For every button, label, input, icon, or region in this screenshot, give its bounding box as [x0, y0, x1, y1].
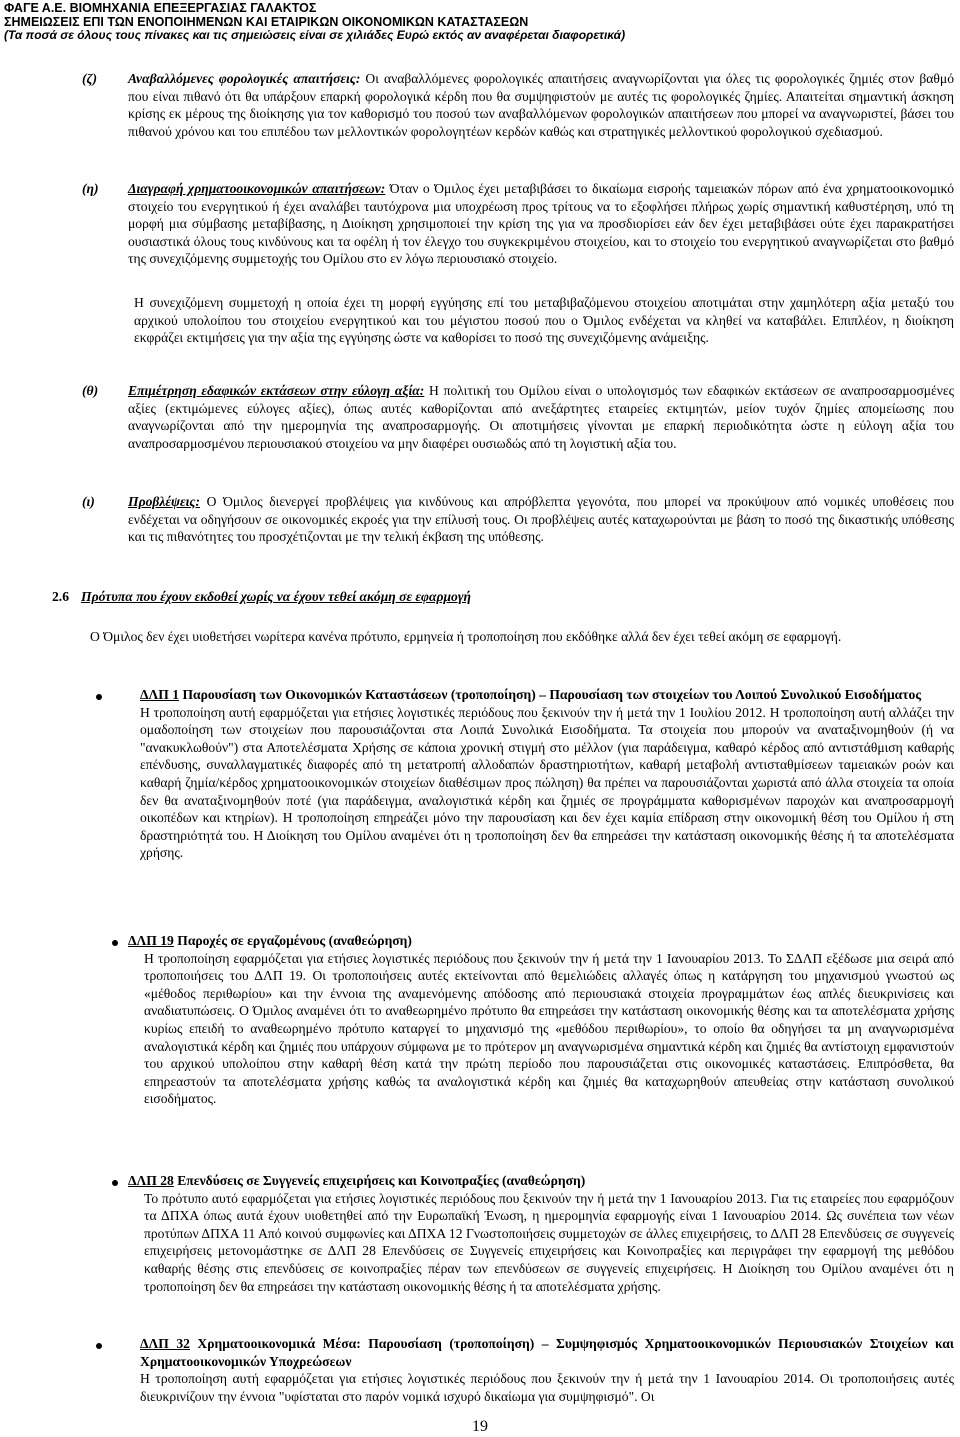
- item-iota-text: Ο Όμιλος διενεργεί προβλέψεις για κινδύνους και απρόβλεπτα γεγονότα, που μπορεί να προκύψουν από νομικές υποθέσεις που ενδέχεται να οδηγήσουν σε οικονομικές εκροές για την επίλυσή τους. Οι προβλέψεις αυτές καταχωρούνται με βάση το ποσό της δικαστικής υπόθεσης και τις πιθανότητες του προσχέτιζονται με την τελική έκβαση της υπόθεσης.: [128, 494, 954, 545]
- item-eta-text: Όταν ο Όμιλος έχει μεταβιβάσει το δικαίωμα εισροής ταμειακών πόρων από ένα χρηματοοικονομικό στοιχείο του ενεργητικού ή έχει αναλάβει ταυτόχρονα μια υποχρέωση προς τρίτους να το εξοφλήσει πλήρως χωρίς σημαντική καθυστέρηση, υπό τη μορφή μια σύμβασης μεταβίβασης, η Διοίκηση χρησιμοποιεί την κρίση της για να προσδιορίσει εάν δεν έχει μεταβιβάσει ούτε έχει παρακρατήσει ουσιαστικά όλους τους κινδύνους και τα οφέλη ή τον έλεγχο του συγκεκριμένου στοιχείου, και το στοιχείο του ενεργητικού αναγνωρίζεται στο βαθμό της συνεχιζόμενης συμμετοχής του Ομίλου στο εν λόγω περιουσιακό στοιχείο.: [128, 181, 955, 267]
- item-label-z: (ζ): [82, 71, 98, 86]
- document-subtitle: ΣΗΜΕΙΩΣΕΙΣ ΕΠΙ ΤΩΝ ΕΝΟΠΟΙΗΜΕΝΩΝ ΚΑΙ ΕΤΑΙΡΙΚΩΝ ΟΙΚΟΝΟΜΙΚΩΝ ΚΑΤΑΣΤΑΣΕΩΝ: [4, 14, 529, 29]
- bullet-icon: [112, 940, 118, 946]
- item-eta-paragraph-2: [134, 294, 954, 347]
- item-label-theta: (θ): [82, 383, 99, 398]
- item-label-iota: (ι): [82, 494, 95, 509]
- section-number: 2.6: [52, 589, 69, 604]
- standard-ias19: [128, 932, 954, 1108]
- item-z-paragraph: [128, 70, 954, 140]
- item-iota-title: Προβλέψεις:: [128, 494, 200, 509]
- standard-ias32-text: Η τροποποίηση αυτή εφαρμόζεται για ετήσιες λογιστικές περιόδους που ξεκινούν την ή μετά την 1 Ιανουαρίου 2014. Οι τροποποιήσεις αυτές διευκρινίζουν την έννοια "υφίσταται στο παρόν νομικά ισχυρό δικαίωμα για συμψηφισμό". Οι: [140, 1371, 954, 1404]
- item-eta-text-2: Η συνεχιζόμενη συμμετοχή η οποία έχει τη μορφή εγγύησης επί του μεταβιβαζόμενου στοιχείου αποτιμάται στην χαμηλότερη αξία μεταξύ του αρχικού υπολοίπου του στοιχείου ενεργητικού και του μέγιστου ποσού που ο Όμιλος ενδέχεται να κληθεί να καταβάλει. Επιπλέον, η διοίκηση εκφράζει εκτιμήσεις για την αξία της εγγύησης ώστε να καθορίσει το ποσό της συνεχιζόμενης ανάμειξης.: [134, 295, 954, 346]
- item-label-eta: (η): [82, 181, 99, 196]
- amounts-note: (Τα ποσά σε όλους τους πίνακες και τις σημειώσεις είναι σε χιλιάδες Ευρώ εκτός αν αναφέρεται διαφορετικά): [4, 28, 626, 42]
- standard-ias1-text: Η τροποποίηση αυτή εφαρμόζεται για ετήσιες λογιστικές περιόδους που ξεκινούν την ή μετά την 1 Ιουλίου 2012. Η τροποποίηση αυτή αλλάζει την ομαδοποίηση των στοιχείων που παρουσιάζονται στα Λοιπά Συνολικά Εισοδήματα. Τα στοιχεία που μπορούν να αναταξινομηθούν (ή να "ανακυκλωθούν") στα Αποτελέσματα Χρήσης σε κάποια χρονική στιγμή στο μέλλον (για παράδειγμα, καθαρό κέρδος από αντιστάθμιση καθαρής επένδυσης, συναλλαγματικές διαφορές από τη μετατροπή αλλοδαπών δραστηριοτήτων, καθαρή μεταβολή αντισταθμίσεων ταμειακών ροών και καθαρή ζημία/κέρδος χρηματοοικονομικών στοιχείων διαθέσιμων προς πώληση) θα πρέπει να παρουσιάζονται χωριστά από άλλα στοιχεία τα οποία δεν θα αναταξινομηθούν ποτέ (για παράδειγμα, αναλογιστικά κέρδη και ζημιές σε προγράμματα καθορισμένων παροχών και αναπροσαρμογή οικοπέδων και κτηρίων). Η τροποποίηση επηρεάζει μόνο την παρουσίαση και δεν έχει καμία επίδραση στην οικονομική θέση του Ομίλου ή στη δραστηριότητά του. Η Διοίκηση του Ομίλου αναμένει ότι η τροποποίηση δεν θα επηρεάσει την κατάσταση οικονομικής θέσης ή τα αποτελέσματα χρήσης.: [140, 704, 954, 861]
- standard-ias32-title: ΔΛΠ 32 Χρηματοοικονομικά Μέσα: Παρουσίαση (τροποποίηση) – Συμψηφισμός Χρηματοοικονομικών Περιουσιακών Στοιχείων και Χρηματοοικονομικών Υποχρεώσεων: [140, 1336, 954, 1369]
- bullet-icon: [96, 694, 102, 700]
- standard-ias28: [128, 1172, 954, 1295]
- item-eta-paragraph: [128, 180, 954, 268]
- item-theta-paragraph: [128, 382, 954, 452]
- page-number: 19: [472, 1418, 488, 1435]
- bullet-icon: [96, 1343, 102, 1349]
- standard-ias1-title: ΔΛΠ 1 Παρουσίαση των Οικονομικών Καταστάσεων (τροποποίηση) – Παρουσίαση των στοιχείων του Λοιπού Συνολικού Εισοδήματος: [140, 687, 922, 702]
- item-iota-paragraph: [128, 493, 954, 546]
- standard-ias1: [140, 686, 954, 862]
- section-heading: [52, 588, 471, 606]
- document-header: [4, 2, 954, 43]
- item-theta-text: Η πολιτική του Ομίλου είναι ο υπολογισμός των εδαφικών εκτάσεων σε αναπροσαρμοσμένες αξίες (εκτιμώμενες εύλογες αξίες), όπως αυτές καθορίζονται από ανεξάρτητες εταιρείες εκτιμητών, μείον τυχόν ζημίες απομείωσης που αναγνωρίζονται από την ημερομηνία της αναπροσαρμογής. Οι αποτιμήσεις γίνονται με επαρκή περιοδικότητα ώστε η εύλογη αξία του αναπροσαρμοσμένου περιουσιακού στοιχείου να μην διαφέρει ουσιωδώς από τη λογιστική αξία του.: [128, 383, 955, 451]
- item-eta-title: Διαγραφή χρηματοοικονομικών απαιτήσεων:: [128, 181, 386, 196]
- standard-ias28-text: Το πρότυπο αυτό εφαρμόζεται για ετήσιες λογιστικές περιόδους που ξεκινούν την ή μετά την 1 Ιανουαρίου 2013. Για τις εταιρείες που εφαρμόζουν τα ΔΠΧΑ όπως αυτά έχουν υιοθετηθεί από την Ευρωπαϊκή Ένωση, η ημερομηνία εφαρμογής είναι 1 Ιανουαρίου 2014. Ως συνέπεια των νέων προτύπων ΔΠΧΑ 11 Από κοινού συμφωνίες και ΔΠΧΑ 12 Γνωστοποιήσεις συμμετοχών σε άλλες επιχειρήσεις, το ΔΛΠ 28 Επενδύσεις σε συγγενείς επιχειρήσεις μετονομάστηκε σε ΔΛΠ 28 Επενδύσεις σε Συγγενείς επιχειρήσεις και Κοινοπραξίες και περιγράφει την εφαρμογή της μεθόδου καθαρής θέσης στις επενδύσεις σε κοινοπραξίες πέραν των επενδύσεων σε συγγενείς επιχειρήσεις. Η Διοίκηση του Ομίλου αναμένει ότι η τροποποίηση δεν θα επηρεάσει την κατάσταση οικονομικής θέσης ή τα αποτελέσματα χρήσης.: [144, 1190, 954, 1294]
- section-title: Πρότυπα που έχουν εκδοθεί χωρίς να έχουν τεθεί ακόμη σε εφαρμογή: [81, 589, 471, 604]
- standard-ias19-title: ΔΛΠ 19 Παροχές σε εργαζομένους (αναθεώρηση): [128, 933, 412, 948]
- standard-ias28-title: ΔΛΠ 28 Επενδύσεις σε Συγγενείς επιχειρήσεις και Κοινοπραξίες (αναθεώρηση): [128, 1173, 586, 1188]
- standard-ias32: [140, 1335, 954, 1406]
- bullet-icon: [112, 1180, 118, 1186]
- company-name: ΦΑΓΕ Α.Ε. ΒΙΟΜΗΧΑΝΙΑ ΕΠΕΞΕΡΓΑΣΙΑΣ ΓΑΛΑΚΤΟΣ: [4, 1, 317, 15]
- section-intro: Ο Όμιλος δεν έχει υιοθετήσει νωρίτερα κανένα πρότυπο, ερμηνεία ή τροποποίηση που εκδόθηκε αλλά δεν έχει τεθεί ακόμη σε εφαρμογή.: [90, 629, 842, 644]
- item-theta-title: Επιμέτρηση εδαφικών εκτάσεων στην εύλογη αξία:: [128, 383, 425, 398]
- standard-ias19-text: Η τροποποίηση εφαρμόζεται για ετήσιες λογιστικές περιόδους που ξεκινούν την ή μετά την 1 Ιανουαρίου 2013. Το ΣΔΛΠ εξέδωσε μια σειρά από τροποποιήσεις του ΔΛΠ 19. Οι τροποποιήσεις αυτές εκτείνονται από θεμελιώδεις αλλαγές όπως η κατάργηση του μηχανισμού γνωστού ως «μέθοδος περιθωρίου» και την έννοια της αναμενόμενης απόδοσης από περιουσιακά στοιχεία προγραμμάτων έως απλές διευκρινίσεις και αναδιατυπώσεις. Ο Όμιλος αναμένει ότι το αναθεωρημένο πρότυπο θα επηρεάσει την κατάσταση οικονομικής θέσης και τα αποτελέσματα χρήσης κυρίως επειδή το αναθεωρημένο πρότυπο καταργεί το μηχανισμό της «μεθόδου περιθωρίου», το οποίο θα οδηγήσει τα μη αναγνωρισμένα αναλογιστικά κέρδη και ζημιές που υπάρχουν σύμφωνα με το πρότερον μη αναγνωρισμένα σημαντικά κέρδη και ζημιές θα αντίστοιχη εμφανιστούν του αρχικού υπολοίπου στην καθαρή θέση κατά την πρώτη περίοδο που παρουσιάζεται στις οικονομικές καταστάσεις. Επιπρόσθετα, θα επηρεαστούν τα αποτελέσματα χρήσης καθώς τα αναλογιστικά κέρδη και ζημιές θα καταχωρηθούν απευθείας στην κατάσταση συνολικού εισοδήματος.: [144, 950, 954, 1107]
- item-z-title: Αναβαλλόμενες φορολογικές απαιτήσεις:: [128, 71, 361, 86]
- item-z-text: Οι αναβαλλόμενες φορολογικές απαιτήσεις αναγνωρίζονται για όλες τις φορολογικές ζημιές στον βαθμό που είναι πιθανό ότι θα υπάρξουν επαρκή φορολογικά κέρδη που θα συμψηφιστούν με αυτές τις φορολογικές ζημίες. Απαιτείται σημαντική άσκηση κρίσης εκ μέρους της διοίκησης για τον καθορισμό του ποσού των αναβαλλόμενων φορολογικών απαιτήσεων που μπορεί να αναγνωριστεί, βάσει του πιθανού χρόνου και του επιπέδου των μελλοντικών φορολογητέων κερδών καθώς και στρατηγικές μελλοντικού φορολογικού σχεδιασμού.: [128, 71, 954, 139]
